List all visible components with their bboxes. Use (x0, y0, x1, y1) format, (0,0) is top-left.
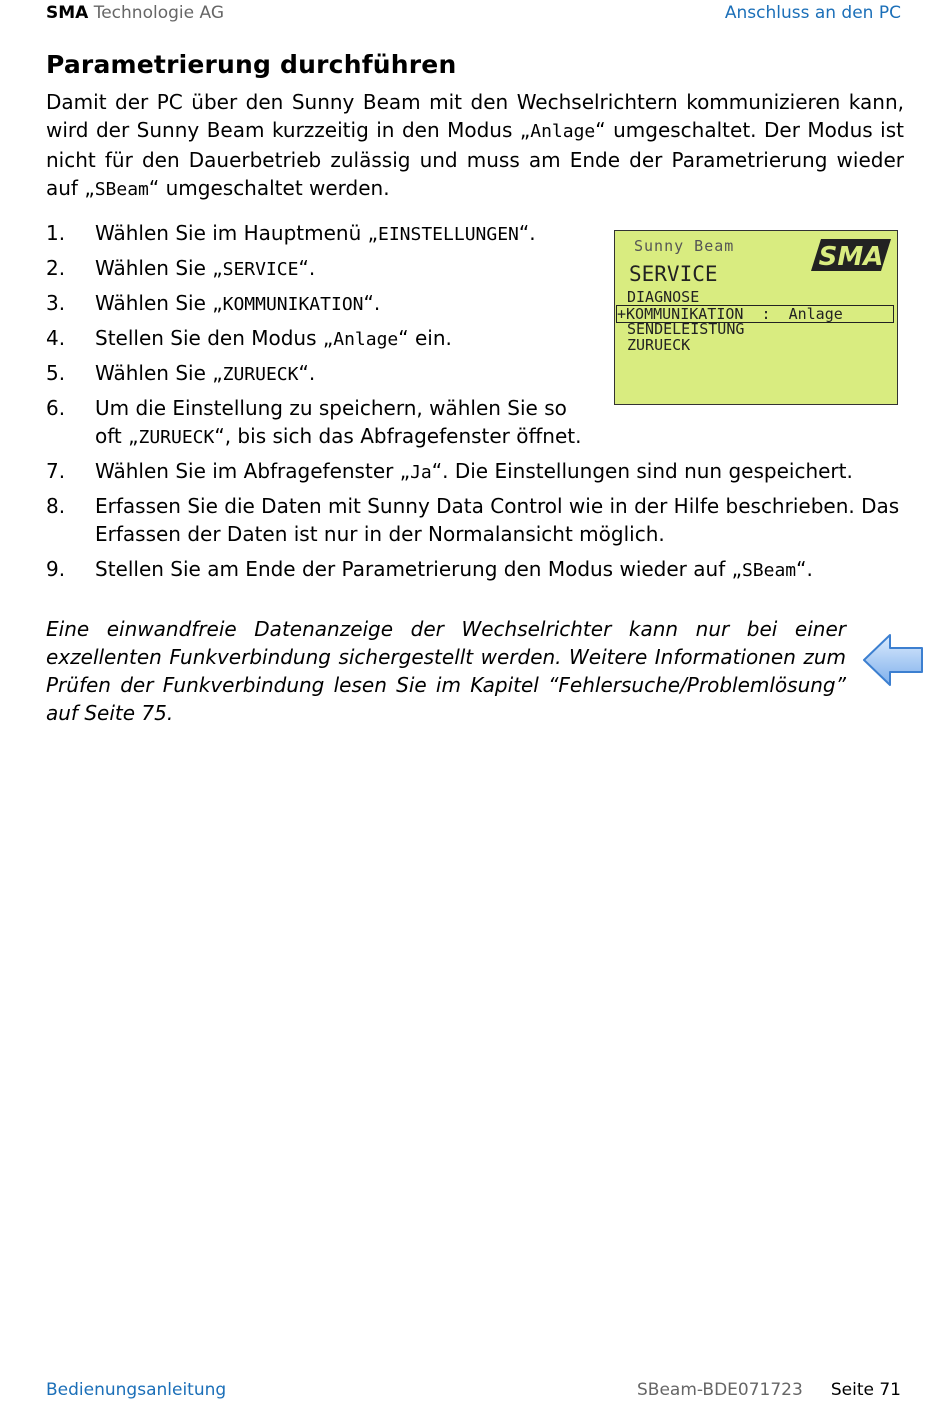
display-term: EINSTELLUNGEN (378, 224, 519, 245)
text-run: “ umgeschaltet werden. (148, 176, 390, 200)
text-run: “. (363, 291, 381, 315)
note-paragraph: Eine einwandfreie Datenanzeige der Wechselrichter kann nur bei einer exzellenten Funkverbindung sichergestellt werden. Weitere Informationen zum Prüfen der Funkverbindung lesen Sie im Kapitel “Fehlersuche/Problemlösung” auf Seite 75. (46, 617, 846, 725)
text-run: Wählen Sie „ (95, 361, 223, 385)
company-bold: SMA (46, 3, 89, 23)
text-run: Damit der PC über den Sunny Beam mit den Wechselrichtern kommunizieren kann, wird der Sunny Beam kurzzeitig in den Modus „ (46, 90, 904, 142)
display-term: Anlage (333, 329, 399, 350)
list-item-number: 2. (46, 256, 66, 280)
list-item-number: 3. (46, 291, 66, 315)
list-item-number: 6. (46, 396, 66, 420)
display-term: SBeam (741, 560, 797, 581)
list-item-text (95, 289, 380, 319)
display-term: ZURUECK (138, 427, 215, 448)
text-run: Wählen Sie „ (95, 256, 223, 280)
text-run: “. (298, 361, 316, 385)
list-item-number: 9. (46, 557, 66, 581)
display-item-diagnose: DIAGNOSE (627, 288, 700, 306)
list-item-text (95, 457, 853, 487)
footer-page: Seite 71 (830, 1380, 901, 1400)
list-item-number: 8. (46, 494, 66, 518)
header-section: Anschluss an den PC (724, 3, 901, 23)
display-term: Anlage (530, 121, 596, 142)
display-term: Ja (410, 462, 432, 483)
text-run: Erfassen der Daten ist nur in der Normalansicht möglich. (95, 522, 665, 546)
text-run: Wählen Sie „ (95, 291, 223, 315)
sunny-beam-display (614, 230, 898, 405)
display-term: KOMMUNIKATION (222, 294, 364, 315)
text-run: Stellen Sie den Modus „ (95, 326, 334, 350)
text-run: “. (298, 256, 316, 280)
display-title: Sunny Beam (634, 237, 735, 255)
header-company (46, 3, 224, 23)
list-item-number: 1. (46, 221, 66, 245)
sma-logo (801, 235, 893, 273)
list-item-text (95, 219, 536, 249)
list-item-text (95, 254, 315, 284)
list-item-text (95, 394, 581, 452)
display-heading: SERVICE (629, 262, 718, 286)
text-run: oft „ (95, 424, 139, 448)
text-run: “. Die Einstellungen sind nun gespeichert. (431, 459, 853, 483)
list-item-text (95, 324, 452, 354)
list-item-text (95, 359, 315, 389)
text-run: “, bis sich das Abfragefenster öffnet. (214, 424, 582, 448)
list-item-number: 4. (46, 326, 66, 350)
text-run: “ ein. (398, 326, 452, 350)
text-run: Um die Einstellung zu speichern, wählen Sie so (95, 396, 567, 420)
page-title: Parametrierung durchführen (46, 50, 457, 79)
footer-manual: Bedienungsanleitung (46, 1380, 227, 1400)
list-item-number: 7. (46, 459, 66, 483)
text-run: “. (796, 557, 813, 581)
display-item-zurueck: ZURUECK (627, 336, 691, 354)
company-rest: Technologie AG (88, 3, 224, 23)
text-run: Wählen Sie im Abfragefenster „ (95, 459, 411, 483)
display-term: ZURUECK (222, 364, 299, 385)
text-run: Stellen Sie am Ende der Parametrierung den Modus wieder auf „ (95, 557, 742, 581)
display-item-sendeleistung: SENDELEISTUNG (627, 320, 745, 338)
left-arrow-icon (862, 632, 924, 688)
display-term: SBeam (94, 179, 149, 200)
text-run: “ umgeschaltet. Der Modus ist nicht für den Dauerbetrieb zulässig und muss am Ende der Parametrierung wieder auf „ (46, 118, 904, 200)
list-item-text (95, 492, 899, 548)
text-run: Wählen Sie im Hauptmenü „ (95, 221, 378, 245)
footer-doc-id: SBeam-BDE071723 (637, 1380, 803, 1400)
list-item-text (95, 555, 813, 585)
text-run: Erfassen Sie die Daten mit Sunny Data Control wie in der Hilfe beschrieben. Das (95, 494, 900, 518)
list-item-number: 5. (46, 361, 66, 385)
logo-text: SMA (818, 242, 884, 272)
display-item-kommunikation: +KOMMUNIKATION : Anlage (616, 305, 894, 323)
display-term: SERVICE (222, 259, 299, 280)
text-run: “. (518, 221, 536, 245)
intro-paragraph (46, 88, 904, 204)
